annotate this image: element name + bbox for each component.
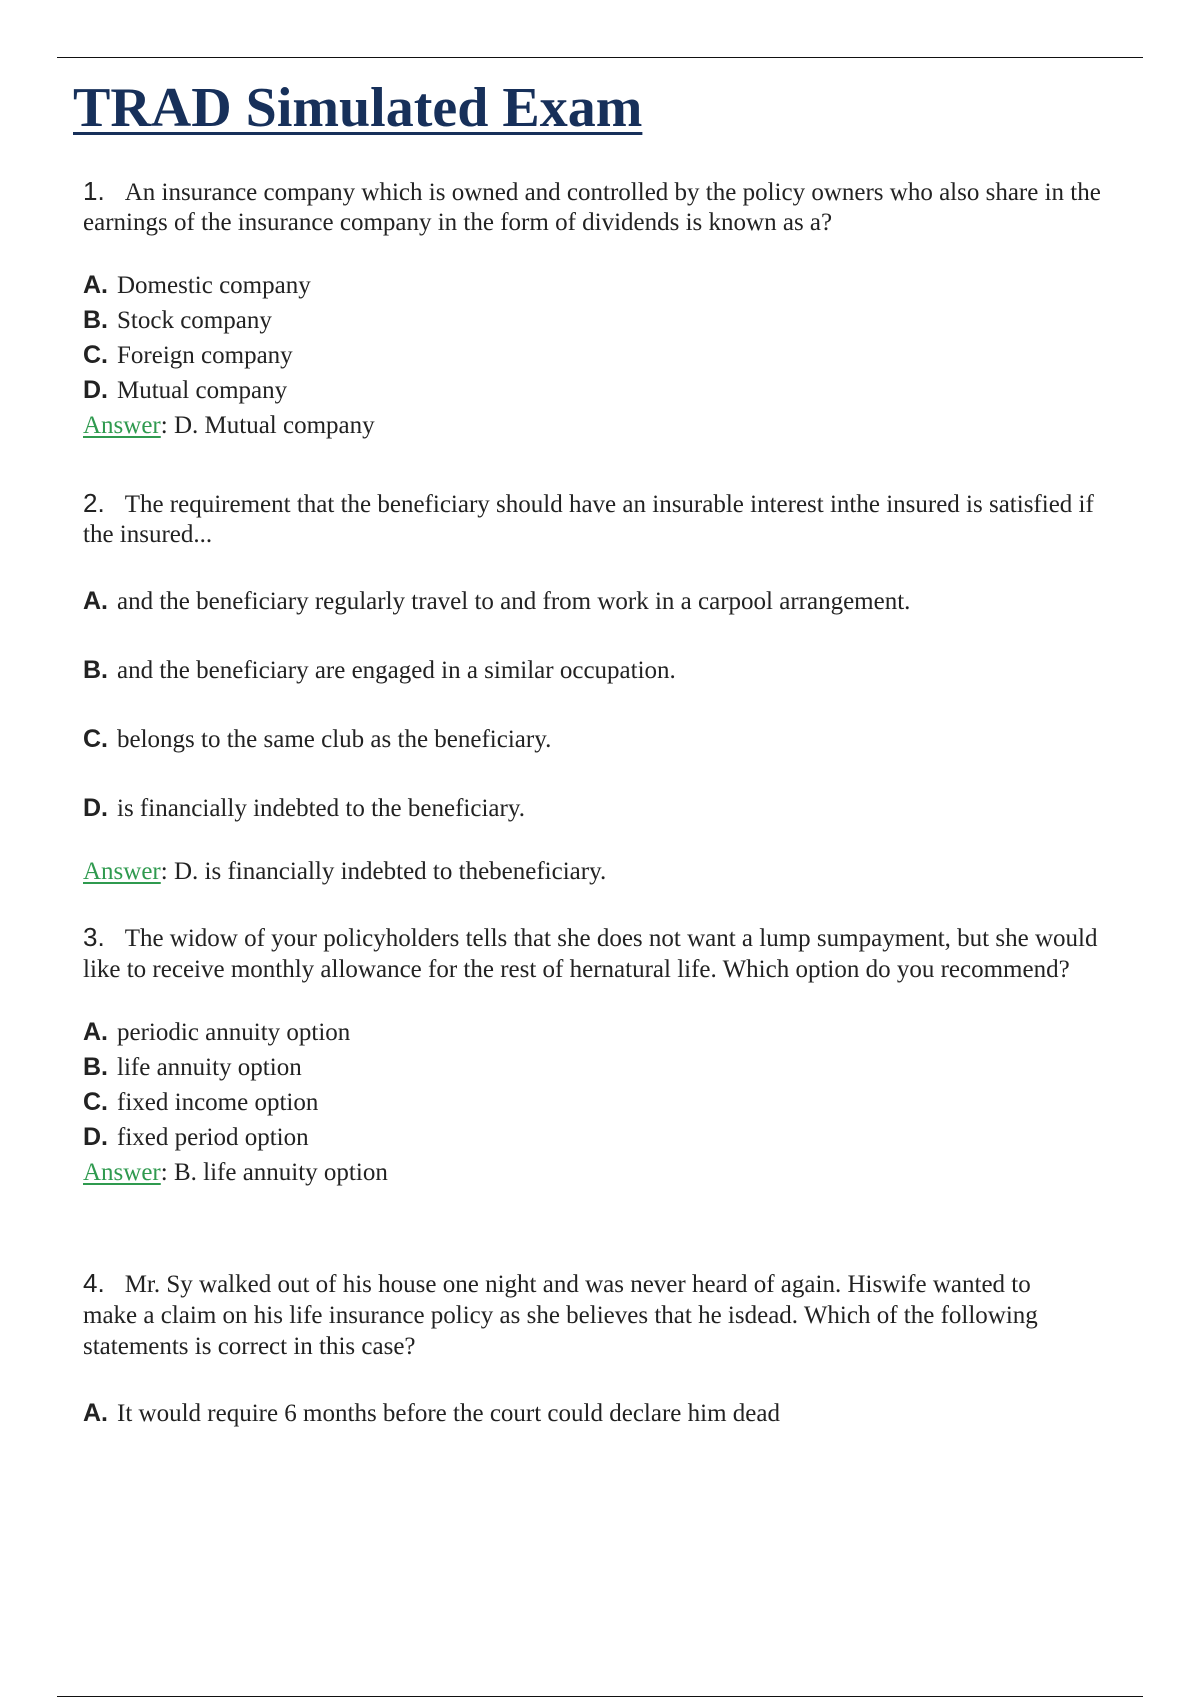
option-letter: A. <box>83 587 108 615</box>
page-title: TRAD Simulated Exam <box>73 77 643 139</box>
option-c <box>83 724 1123 755</box>
option-letter: A. <box>83 1018 108 1046</box>
option-text: Domestic company <box>117 272 311 299</box>
question-body: Mr. Sy walked out of his house one night and was never heard of again. Hiswife wanted to make a claim on his life insurance policy as she believes that he isdead. Which of the following statements is correct in this case? <box>83 1271 1038 1360</box>
option-letter: C. <box>83 1088 108 1116</box>
question-body: The requirement that the beneficiary should have an insurable interest inthe insured is satisfied if the insured... <box>83 491 1094 548</box>
option-letter: D. <box>83 1123 108 1151</box>
option-text: periodic annuity option <box>117 1019 351 1046</box>
question-1 <box>83 176 1123 443</box>
question-3 <box>83 922 1123 1190</box>
answer-line <box>83 854 1123 889</box>
question-4 <box>83 1268 1123 1431</box>
question-text <box>83 176 1123 238</box>
question-2 <box>83 488 1123 889</box>
option-a <box>83 586 1123 617</box>
option-list <box>83 1396 1123 1431</box>
option-list <box>83 1015 1123 1155</box>
option-d <box>83 793 1123 824</box>
question-body: The widow of your policyholders tells that she does not want a lump sumpayment, but she would like to receive monthly allowance for the rest of hernatural life. Which option do you recommend? <box>83 925 1098 983</box>
option-letter: B. <box>83 306 108 334</box>
option-text: Stock company <box>117 307 272 334</box>
answer-label: Answer <box>83 412 161 439</box>
option-text: and the beneficiary regularly travel to and from work in a carpool arrangement. <box>117 588 911 615</box>
top-rule <box>57 57 1143 58</box>
option-text: is financially indebted to the beneficiary. <box>117 795 525 822</box>
option-letter: D. <box>83 794 108 822</box>
question-number: 2. <box>83 488 105 518</box>
option-text: It would require 6 months before the court could declare him dead <box>117 1400 780 1427</box>
option-text: Mutual company <box>117 377 288 404</box>
option-text: fixed period option <box>117 1124 309 1151</box>
option-b <box>83 303 1123 338</box>
option-text: and the beneficiary are engaged in a similar occupation. <box>117 657 676 684</box>
option-letter: D. <box>83 376 108 404</box>
option-d <box>83 1120 1123 1155</box>
option-d <box>83 373 1123 408</box>
answer-line <box>83 1155 1123 1190</box>
question-number: 1. <box>83 176 105 206</box>
option-c <box>83 1085 1123 1120</box>
answer-text: : D. is financially indebted to thebeneficiary. <box>160 858 607 885</box>
question-text <box>83 1268 1043 1362</box>
option-letter: B. <box>83 656 108 684</box>
option-letter: B. <box>83 1053 108 1081</box>
option-a <box>83 1396 1123 1431</box>
option-a <box>83 1015 1123 1050</box>
answer-label: Answer <box>83 858 161 885</box>
question-number: 4. <box>83 1268 105 1298</box>
option-text: belongs to the same club as the beneficiary. <box>117 726 552 753</box>
option-c <box>83 338 1123 373</box>
option-letter: A. <box>83 1399 108 1427</box>
option-list <box>83 268 1123 408</box>
question-number: 3. <box>83 922 105 952</box>
option-letter: A. <box>83 271 108 299</box>
option-b <box>83 655 1123 686</box>
bottom-rule <box>57 1696 1143 1697</box>
option-text: fixed income option <box>117 1089 319 1116</box>
option-b <box>83 1050 1123 1085</box>
option-a <box>83 268 1123 303</box>
question-text <box>83 922 1123 985</box>
option-list <box>83 586 1123 824</box>
option-letter: C. <box>83 341 108 369</box>
answer-text: : D. Mutual company <box>160 412 375 439</box>
answer-line <box>83 408 1123 443</box>
option-text: life annuity option <box>117 1054 302 1081</box>
answer-text: : B. life annuity option <box>160 1159 388 1186</box>
question-text <box>83 488 1123 550</box>
answer-label: Answer <box>83 1159 161 1186</box>
option-letter: C. <box>83 725 108 753</box>
question-body: An insurance company which is owned and controlled by the policy owners who also share in the earnings of the insurance company in the form of dividends is known as a? <box>83 179 1101 236</box>
option-text: Foreign company <box>117 342 293 369</box>
